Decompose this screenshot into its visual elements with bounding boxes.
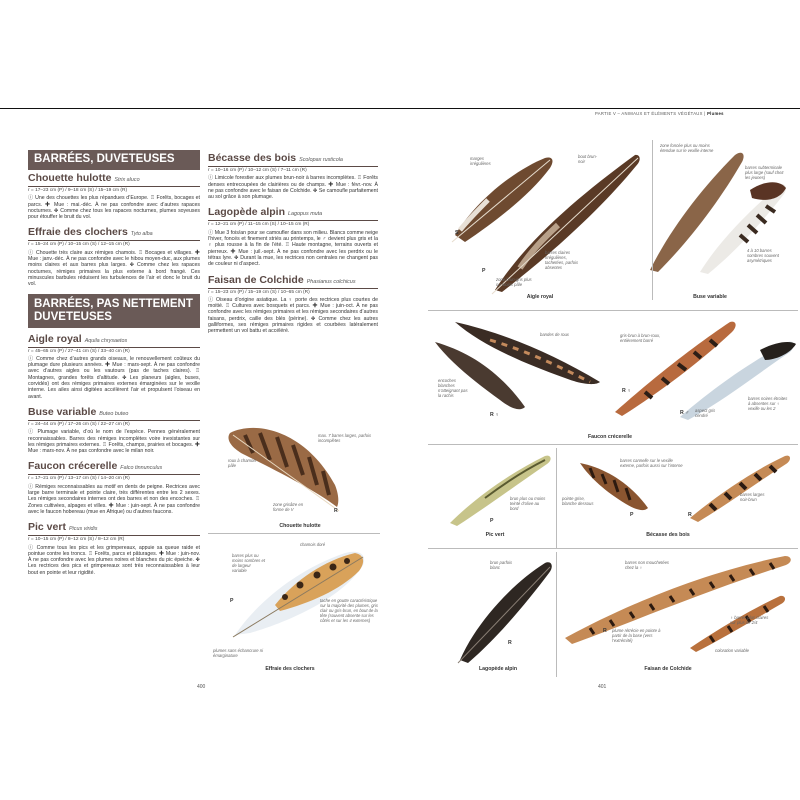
- species-title: Aigle royal Aquila chrysaetos: [28, 333, 200, 348]
- label-aigle-3: bout brun-noir: [578, 154, 598, 164]
- label-effraie-3: tache en goutte caractéristique sur la majorité des plumes, gris clair ou gris-brun, en bout de la tête (souvent absente sur les côtés et sur les 4 externes): [320, 598, 378, 623]
- figure-divider-v1: [652, 140, 653, 300]
- measurements: r = 17–23 cm (P) / 9–18 cm (S) / 15–19 cm (R): [28, 188, 128, 193]
- species-text: ⓘ Comme tous les pics et les grimpereaux, appuie sa queue raide et pointue contre les troncs. ♖ Forêts, parcs et pâturages. ✚ Mue : juin-nov. À ne pas confondre avec les plumes noires et blanches du pic épeiche. ✤ Les rectrices des pics et grimpereaux sont très reconnaissables à leur bout en pointe et leur rigidité.: [28, 544, 200, 576]
- label-faucon-3: gris-brun à brun-roux, entièrement barré: [620, 333, 661, 343]
- label-chouette-3: zone grisâtre en forme de V: [273, 502, 304, 512]
- mark-p-faucon: R ♀: [490, 412, 500, 418]
- label-chouette-2: max. 7 barres larges, parfois incomplètes: [318, 433, 372, 443]
- species-text: ⓘ Une des chouettes les plus répandues d’Europe. ♖ Forêts, bocages et parcs. ✚ Mue : mai.-déc. À ne pas confondre avec d’autres rapaces nocturnes. ✤ Comme chez tous les rapaces nocturnes, plumes soyeuses pour étouffer le bruit du vol.: [28, 195, 200, 221]
- caption-pic-vert: Pic vert: [485, 532, 505, 538]
- caption-buse-variable: Buse variable: [693, 294, 727, 300]
- section-heading-downy: BARRÉES, DUVETEUSES: [28, 150, 200, 170]
- species-title: Chouette hulotte Strix aluco: [28, 172, 200, 187]
- species-title: Faisan de Colchide Phasianus colchicus: [208, 274, 378, 289]
- label-becasse-3: barres larges noir-brun: [740, 492, 765, 502]
- species-entry-lagopede: [208, 206, 378, 267]
- label-buse-2: barres subterminale plus large (sauf chez les jeunes): [745, 165, 784, 180]
- caption-aigle-royal: Aigle royal: [526, 294, 554, 300]
- species-text: ⓘ Limicole forestier aux plumes brun-noir à barres incomplètes. ♖ Forêts denses entrecoupées de clairières ou de champs. ✚ Mue : févr.-nov. À ne pas confondre avec le faisan de Colchide. ✤ Se camoufle parfaitement au sol grâce à son plumage.: [208, 175, 378, 201]
- running-header: PARTIE V – ANIMAUX ET ÉLÉMENTS VÉGÉTAUX | Plumes: [595, 111, 724, 116]
- mark-r-faucon: R ♀: [622, 388, 632, 394]
- mark-p: P: [230, 598, 234, 604]
- section-heading-barred: BARRÉES, PAS NETTEMENT DUVETEUSES: [28, 294, 200, 328]
- label-faisan-4: coloration variable: [715, 648, 749, 653]
- species-text: ⓘ Comme chez d’autres grands oiseaux, le renouvellement coûteux du plumage dure plusieurs années. ✚ Mue : mars-sept. À ne pas confondre avec d’autres aigles ou les vautours (pas de taches claires). ♖ Montagnes, grandes forêts d’altitude. ✤ Les planeurs (aigles, buses, corvidés) ont des rémiges primaires externes émarginées sur le vexille interne. Les ailes ainsi digitées accélèrent l’air et propulsent l’oiseau en avant.: [28, 355, 200, 400]
- caption-becasse: Bécasse des bois: [646, 532, 690, 538]
- species-text: ⓘ Plumage variable, d’où le nom de l’espèce. Pennes généralement reconnaissables. Barres des rémiges incomplètes voire inexistantes sur les rémiges primaires externes. ♖ Forêts, champs, prairies et bocages. ✚ Mue : mars-nov. À ne pas confondre avec le milan noir.: [28, 429, 200, 455]
- caption-faucon: Faucon crécerelle: [587, 434, 633, 440]
- label-effraie-1: chamois doré: [300, 542, 326, 547]
- species-entry-aigle-royal: [28, 333, 200, 400]
- measurements: r = 12–21 cm (P) / 11–15 cm (S) / 10–15 cm (R): [208, 222, 310, 228]
- label-faucon-5: barres noires étroites à absentes sur ♀ vexille ou les 2: [748, 396, 788, 411]
- mark-p-aigle: P: [482, 268, 486, 274]
- label-becasse-2: pointe grise, blanche dessous: [562, 496, 594, 506]
- figure-divider: [208, 533, 380, 534]
- label-lagopede-1: brun parfois blanc: [490, 560, 513, 570]
- mark-r-lagopede: R: [508, 640, 512, 646]
- figure-divider-v2: [556, 448, 557, 548]
- species-title: Faucon crécerelle Falco tinnunculus: [28, 460, 200, 475]
- label-chouette-1: roux à chamois pâle: [228, 458, 257, 468]
- page-number-right: 401: [598, 684, 607, 690]
- figure-divider-h1: [428, 310, 798, 311]
- measurements: r = 15–24 cm (P) / 10–15 cm (S) / 12–15 cm (R): [28, 242, 130, 248]
- mark-r-becasse: R: [688, 512, 692, 518]
- label-faucon-1: bandes de roux: [540, 332, 569, 337]
- label-aigle-4: barres claires irrégulières, tachetées, parfois absentes: [545, 250, 579, 270]
- species-entry-chouette-hulotte: [28, 172, 200, 220]
- species-entry-effraie: [28, 226, 200, 287]
- caption-faisan: Faisan de Colchide: [644, 666, 692, 672]
- species-text: ⓘ Chouette très claire aux rémiges chamois. ♖ Bocages et villages. ✚ Mue : janv.-déc. À ne pas confondre avec le hibou moyen-duc, aux plumes moins claires et aux barres plus larges. ✤ Comme chez les rapaces nocturnes, rémiges primaires la plus externe à bord frangé. Ces minuscules barbules réduisent les turbulences de l’air et donc le bruit du vol.: [28, 249, 200, 288]
- feather-illustration-pic-vert: [445, 448, 555, 528]
- label-becasse-1: barres cannelle sur le vexille externe, parfois aussi sur l’interne: [620, 458, 683, 468]
- top-rule: [0, 108, 800, 109]
- label-faucon-2: encoches blanches n’atteignant pas la rachis: [438, 378, 468, 398]
- caption-lagopede: Lagopède alpin: [478, 666, 518, 672]
- text-column-1: [28, 172, 200, 582]
- label-pic-1: brun plus ou moins teinté d’olive au bord: [510, 496, 546, 511]
- species-title: Lagopède alpin Lagopus muta: [208, 206, 378, 221]
- feather-illustration-faucon: [430, 312, 800, 427]
- label-effraie-4: plumes sans échancrure ni émarginature: [213, 648, 264, 658]
- species-entry-faucon-crecerelle: [28, 460, 200, 515]
- label-buse-1: zone foncée plus ou moins étendue sur le vexille interne: [660, 143, 714, 153]
- mark-p-becasse: P: [630, 512, 634, 518]
- species-entry-becasse: [208, 152, 378, 200]
- caption-effraie: Effraie des clochers: [265, 666, 315, 672]
- mark-rm-faucon: R ♂: [680, 410, 690, 416]
- species-text: ⓘ Oiseau d’origine asiatique. La ♀ porte des rectrices plus courtes de moitié. ♖ Cultures avec bosquets et parcs. ✚ Mue : juin-oct. À ne pas confondre avec les rémiges primaires et les rémiges secondaires d’autres faisans, perdrix, caille des blés (périne). ✤ Comme chez les autres galliformes, ses rémiges primaires rigides et courbées latéralement permettent un vol battu et accéléré.: [208, 296, 378, 335]
- species-title: Bécasse des bois Scolopax rusticola: [208, 152, 378, 167]
- measurements: r = 17–21 cm (P) / 13–17 cm (S) / 14–20 cm (R): [28, 476, 130, 482]
- label-faisan-1: barres non mouchetées chez la ♀: [625, 560, 669, 570]
- measurements: r = 10–15 cm (P) / 8–12 cm (S) / 8–12 cm (R): [28, 537, 125, 543]
- label-faisan-3: ♀ barres plus claires sur plus de 2/4: [730, 615, 769, 625]
- feather-illustration-lagopede: [450, 555, 560, 665]
- measurements: r = 45–65 cm (P) / 27–41 cm (S) / 33–40 cm (R): [28, 348, 130, 354]
- species-text: ⓘ Rémiges reconnaissables au motif en dents de peigne. Rectrices avec large barre terminale et pointe claire, très différentes entre les 2 sexes. Les rémiges secondaires internes ont des barres et non des encoches. ♖ Zones cultivées, alpages et villes. ✚ Mue : juin-sept. À ne pas confondre avec le faucon hobereau (mue en Afrique) ou d’autres faucons.: [28, 483, 200, 515]
- measurements: r = 15–23 cm (P) / 15–19 cm (S) / 10–65 cm (R): [208, 289, 310, 295]
- label-effraie-2: barres plus ou moins sombres et de largeur variable: [232, 553, 266, 573]
- feather-illustration-faisan: [560, 548, 795, 663]
- label-faucon-4: aspect gris cendré: [695, 408, 716, 418]
- species-entry-pic-vert: [28, 521, 200, 576]
- species-entry-buse-variable: [28, 406, 200, 454]
- caption-chouette-hulotte: Chouette hulotte: [279, 523, 321, 529]
- mark-s-aigle: S: [455, 230, 459, 236]
- measurements: r = 10–16 cm (P) / 10–12 cm (S) / 7–11 cm (R): [208, 168, 307, 173]
- label-aigle-1: marges irrégulières: [470, 156, 491, 166]
- species-title: Pic vert Picus viridis: [28, 521, 200, 536]
- label-aigle-2: zone brun-gris plus ou moins pâle: [496, 277, 532, 287]
- species-text: ⓘ Mue 3 fois/an pour se camoufler dans son milieu. Blancs comme neige l’hiver, foncés et finement striés au printemps, le ♂ devient plus gris et la ♀ plus rousse à la fin de l’été. ♖ Haute montagne, terrains ouverts et pierreux. ✚ Mue : juil.-sept. À ne pas confondre avec les perdrix ou le tétras lyre. ✤ Durant la mue, les rectrices non centrales ne changent pas de couleur ni d’aspect.: [208, 229, 378, 268]
- mark-r-faisan: R: [603, 628, 607, 634]
- species-title: Effraie des clochers Tyto alba: [28, 226, 200, 241]
- label-faisan-2: plume rétrécie en pointe à partir de la base (vers l’extrémité): [612, 628, 661, 643]
- text-column-2: [208, 152, 378, 341]
- figure-divider-v3: [556, 552, 557, 677]
- species-title: Buse variable Buteo buteo: [28, 406, 200, 421]
- mark-r: R: [334, 508, 338, 514]
- species-entry-faisan: [208, 274, 378, 335]
- mark-p-pic: P: [490, 518, 494, 524]
- label-buse-3: 4 à 10 barres sombres souvent asymétriques: [747, 248, 779, 263]
- measurements: r = 24–44 cm (P) / 17–26 cm (S) / 22–27 cm (R): [28, 421, 130, 427]
- figure-divider-h2: [428, 444, 798, 445]
- page-number-left: 400: [197, 684, 206, 690]
